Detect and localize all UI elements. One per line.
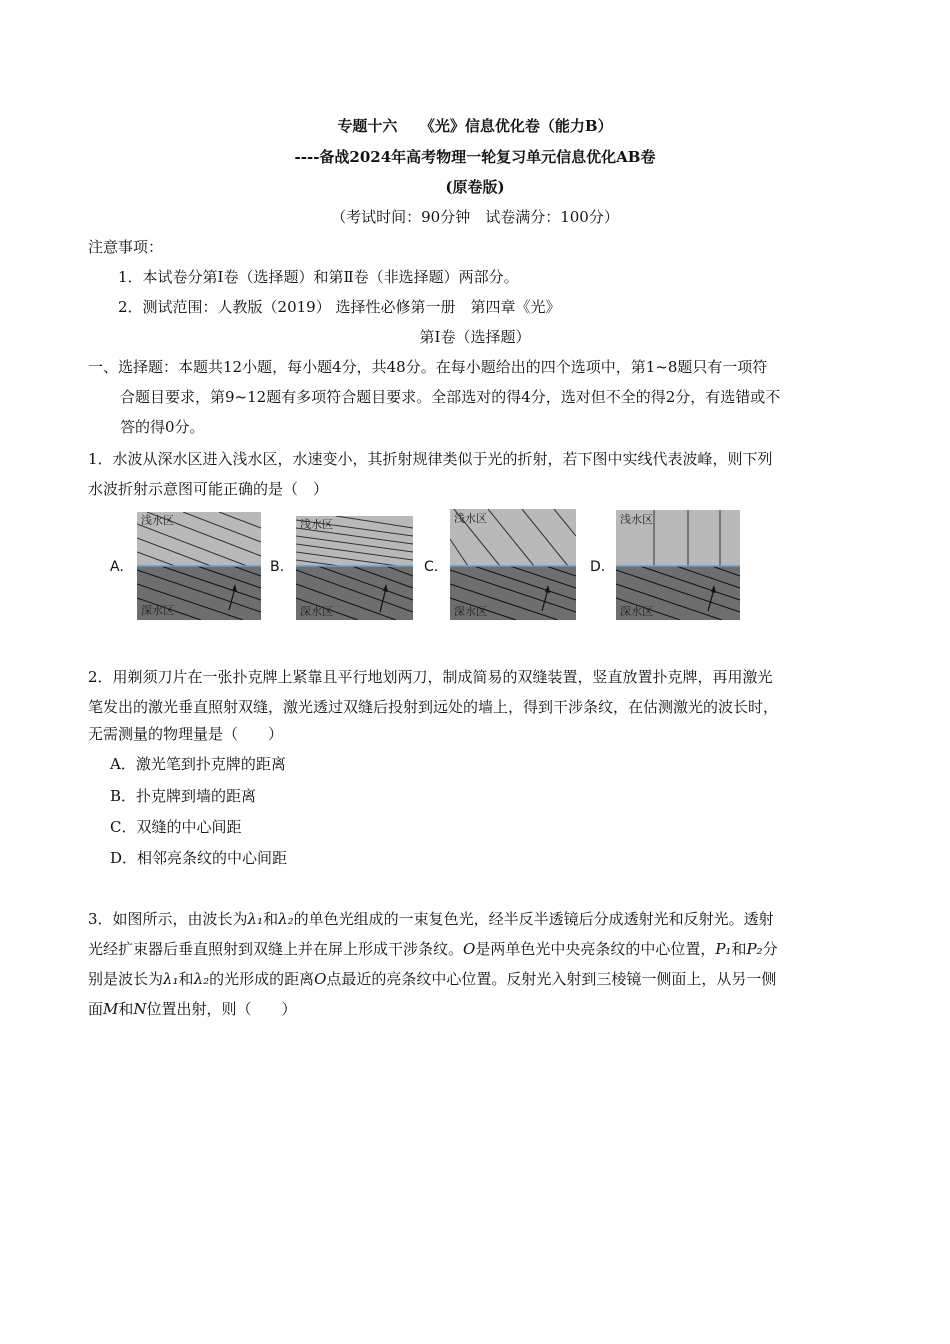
q3-stem-2: 光经扩束器后垂直照射到双缝上并在屏上形成干涉条纹。O是两单色光中央亮条纹的中心位置，P₁和P₂分 bbox=[88, 940, 778, 958]
q2-option-b: B．扑克牌到墙的距离 bbox=[110, 787, 257, 805]
q1-option-a-label: A. bbox=[110, 559, 124, 575]
q1-option-b-figure bbox=[296, 516, 413, 620]
note-item-2: 2．测试范围：人教版（2019） 选择性必修第一册 第四章《光》 bbox=[118, 298, 561, 316]
q3-stem-3: 别是波长为λ₁和λ₂的光形成的距离O点最近的亮条纹中心位置。反射光入射到三棱镜一侧面上，从另一侧 bbox=[88, 970, 777, 988]
section-instructions-3: 答的得0分。 bbox=[120, 418, 205, 436]
exam-info: （考试时间：90分钟 试卷满分：100分） bbox=[331, 208, 619, 226]
q1-a-shallow-label: 浅水区 bbox=[141, 514, 174, 527]
q2-option-c: C．双缝的中心间距 bbox=[110, 818, 242, 836]
q3-stem-4: 面M和N位置出射，则（ ） bbox=[88, 1000, 297, 1018]
q3-lambda1: λ₁ bbox=[247, 910, 264, 928]
q2-option-d: D．相邻亮条纹的中心间距 bbox=[110, 849, 288, 867]
section-instructions-1: 一、选择题：本题共12小题，每小题4分，共48分。在每小题给出的四个选项中，第1~8题只有一项符 bbox=[88, 358, 768, 376]
q1-stem-1: 1．水波从深水区进入浅水区，水速变小，其折射规律类似于光的折射，若下图中实线代表波峰，则下列 bbox=[88, 450, 773, 468]
q1-option-b-label: B. bbox=[270, 559, 285, 575]
note-item-1: 1．本试卷分第Ⅰ卷（选择题）和第Ⅱ卷（非选择题）两部分。 bbox=[118, 268, 519, 286]
q2-stem-1: 2．用剃须刀片在一张扑克牌上紧靠且平行地划两刀，制成简易的双缝装置，竖直放置扑克牌，再用激光 bbox=[88, 668, 773, 686]
q1-c-deep-label: 深水区 bbox=[454, 605, 487, 618]
q2-stem-2: 笔发出的激光垂直照射双缝，激光透过双缝后投射到远处的墙上，得到干涉条纹，在估测激光的波长时， bbox=[88, 698, 779, 716]
paper-subtitle: ----备战2024年高考物理一轮复习单元信息优化AB卷 bbox=[294, 148, 656, 166]
q1-option-d-figure bbox=[616, 510, 740, 620]
paper-edition: (原卷版) bbox=[445, 178, 505, 196]
q1-option-c-label: C. bbox=[424, 559, 439, 575]
q1-b-deep-label: 深水区 bbox=[300, 605, 333, 618]
paper-title: 专题十六 《光》信息优化卷（能力B） bbox=[337, 117, 613, 135]
notes-heading: 注意事项： bbox=[88, 238, 164, 256]
section-instructions-2: 合题目要求，第9~12题有多项符合题目要求。全部选对的得4分，选对但不全的得2分，有选错或不 bbox=[120, 388, 781, 406]
q3-stem-1: 3．如图所示，由波长为λ₁和λ₂的单色光组成的一束复色光，经半反半透镜后分成透射光和反射光。透射 bbox=[88, 910, 774, 928]
q1-d-shallow-label: 浅水区 bbox=[620, 513, 653, 526]
q1-d-deep-label: 深水区 bbox=[620, 605, 653, 618]
q2-option-a: A．激光笔到扑克牌的距离 bbox=[110, 755, 286, 773]
q3-lambda2: λ₂ bbox=[278, 910, 294, 928]
section-title: 第Ⅰ卷（选择题） bbox=[419, 328, 531, 346]
q2-stem-3: 无需测量的物理量是（ ） bbox=[88, 725, 284, 743]
q1-c-shallow-label: 浅水区 bbox=[454, 512, 487, 525]
q1-option-c-figure bbox=[450, 509, 576, 620]
q1-option-a-figure bbox=[137, 512, 261, 620]
q1-b-shallow-label: 浅水区 bbox=[300, 518, 333, 531]
q1-stem-2: 水波折射示意图可能正确的是（ ） bbox=[88, 480, 329, 498]
q1-option-d-label: D. bbox=[590, 559, 606, 575]
q1-a-deep-label: 深水区 bbox=[141, 604, 174, 617]
